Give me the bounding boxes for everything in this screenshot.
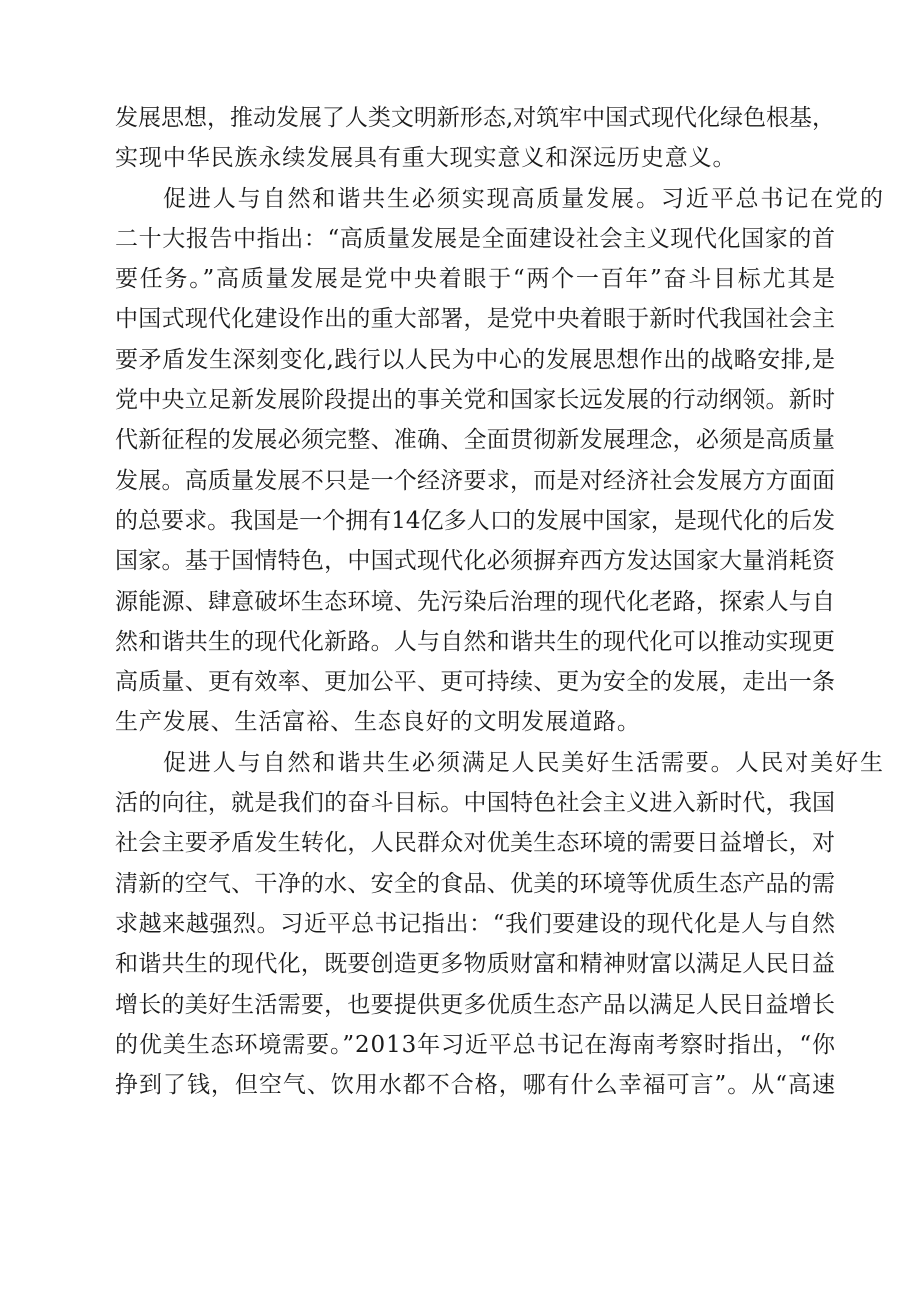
text-line: 的优美生态环境需要。”2013年习近平总书记在海南考察时指出，“你 [115,1031,836,1058]
paragraph-2 [115,179,884,743]
text-line: 增长的美好生活需要，也要提供更多优质生态产品以满足人民日益增长 [115,991,836,1018]
paragraph-1 [115,98,835,179]
text-line: 生产发展、生活富裕、生态良好的文明发展道路。 [115,709,641,736]
text-line: 二十大报告中指出：“高质量发展是全面建设社会主义现代化国家的首 [115,225,836,252]
text-line: 社会主要矛盾发生转化，人民群众对优美生态环境的需要日益增长，对 [115,830,836,857]
text-line: 发展。高质量发展不只是一个经济要求，而是对经济社会发展方方面面 [115,467,836,494]
text-line: 促进人与自然和谐共生必须实现高质量发展。习近平总书记在党的 [163,185,884,212]
text-line: 要任务。”高质量发展是党中央着眼于“两个一百年”奋斗目标尤其是 [115,266,837,293]
text-line: 和谐共生的现代化，既要创造更多物质财富和精神财富以满足人民日益 [115,951,836,978]
text-line: 党中央立足新发展阶段提出的事关党和国家长远发展的行动纲领。新时 [115,387,836,414]
text-line: 求越来越强烈。习近平总书记指出：“我们要建设的现代化是人与自然 [115,910,836,937]
paragraph-3 [115,743,884,1106]
text-line: 代新征程的发展必须完整、准确、全面贯彻新发展理念，必须是高质量 [115,427,836,454]
body-text [115,98,884,1105]
text-line: 要矛盾发生深刻变化,践行以人民为中心的发展思想作出的战略安排,是 [115,346,836,373]
text-line: 的总要求。我国是一个拥有14亿多人口的发展中国家，是现代化的后发 [115,507,836,534]
text-line: 促进人与自然和谐共生必须满足人民美好生活需要。人民对美好生 [163,749,884,776]
text-line: 高质量、更有效率、更加公平、更可持续、更为安全的发展，走出一条 [115,669,836,696]
text-line: 然和谐共生的现代化新路。人与自然和谐共生的现代化可以推动实现更 [115,628,836,655]
text-line: 国家。基于国情特色，中国式现代化必须摒弃西方发达国家大量消耗资 [115,548,836,575]
text-line: 清新的空气、干净的水、安全的食品、优美的环境等优质生态产品的需 [115,870,836,897]
text-line: 实现中华民族永续发展具有重大现实意义和深远历史意义。 [115,145,737,172]
text-line: 挣到了钱，但空气、饮用水都不合格，哪有什么幸福可言”。从“高速 [115,1072,836,1099]
text-line: 活的向往，就是我们的奋斗目标。中国特色社会主义进入新时代，我国 [115,790,836,817]
text-line: 发展思想，推动发展了人类文明新形态,对筑牢中国式现代化绿色根基， [115,105,835,131]
text-line: 中国式现代化建设作出的重大部署，是党中央着眼于新时代我国社会主 [115,306,836,333]
text-line: 源能源、肆意破坏生态环境、先污染后治理的现代化老路，探索人与自 [115,588,836,615]
